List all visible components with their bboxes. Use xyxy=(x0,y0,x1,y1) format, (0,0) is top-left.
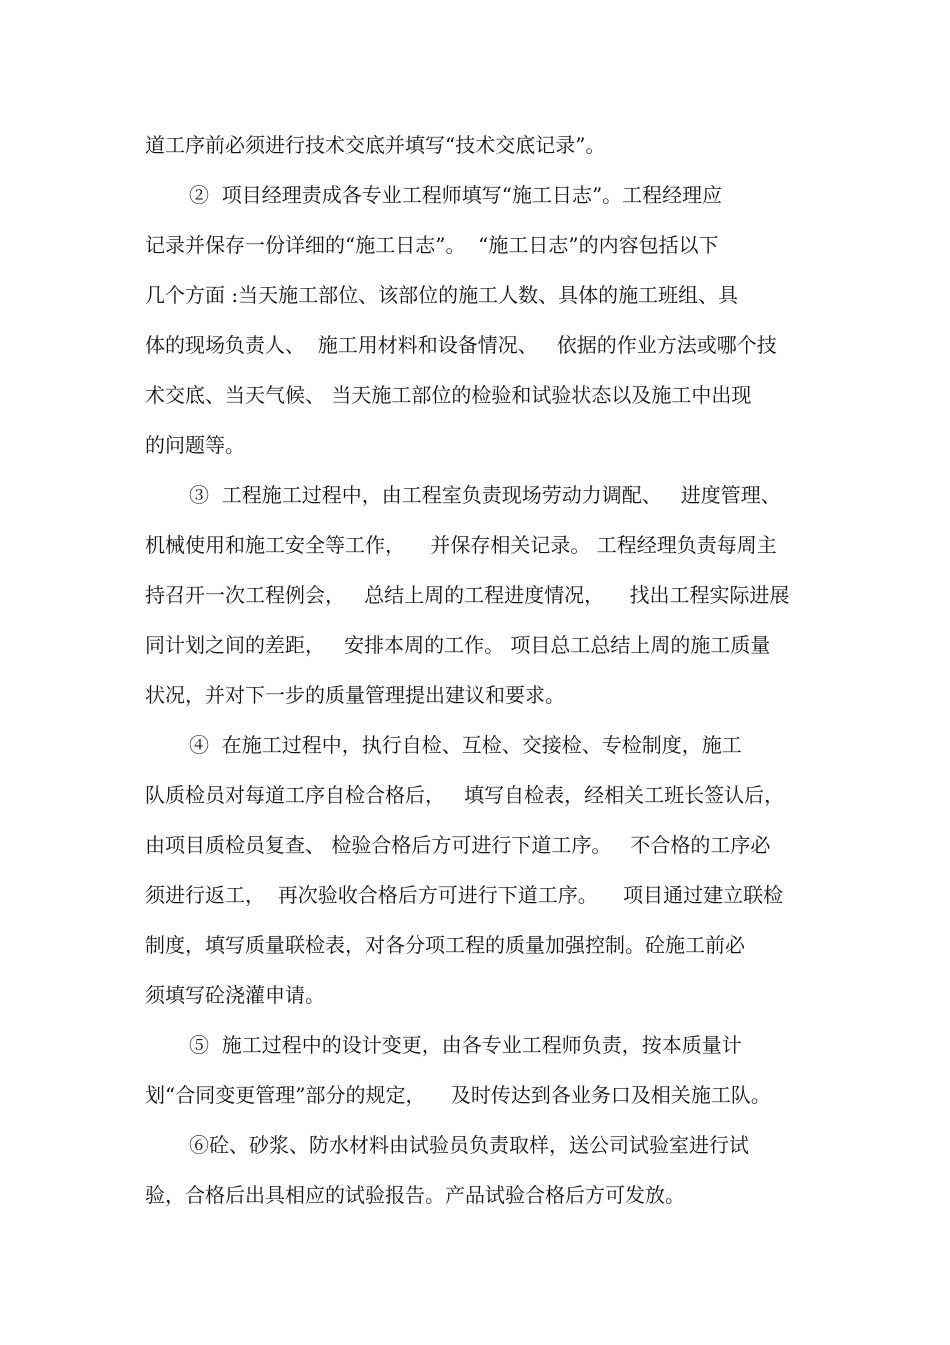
text-line: 术交底、当天气候、 当天施工部位的检验和试验状态以及施工中出现 xyxy=(145,383,752,407)
text-line: 记录并保存一份详细的“施工日志”。 “施工日志”的内容包括以下 xyxy=(145,233,719,257)
text-line: 制度，填写质量联检表，对各分项工程的质量加强控制。砼施工前必 xyxy=(145,933,745,957)
text-line: 状况，并对下一步的质量管理提出建议和要求。 xyxy=(145,683,565,707)
text-line: 机械使用和施工安全等工作， 并保存相关记录。 工程经理负责每周主 xyxy=(145,533,777,557)
text-line: ② 项目经理责成各专业工程师填写“施工日志”。工程经理应 xyxy=(189,183,723,207)
text-line: 体的现场负责人、 施工用材料和设备情况、 依据的作业方法或哪个技 xyxy=(145,333,777,357)
text-line: 须进行返工， 再次验收合格后方可进行下道工序。 项目通过建立联检 xyxy=(145,883,784,907)
text-line: 由项目质检员复查、 检验合格后方可进行下道工序。 不合格的工序必 xyxy=(145,833,771,857)
text-line: 队质检员对每道工序自检合格后， 填写自检表，经相关工班长签认后， xyxy=(145,783,785,807)
text-line: 划“合同变更管理”部分的规定， 及时传达到各业务口及相关施工队。 xyxy=(145,1083,771,1107)
text-line: ⑥砼、砂浆、防水材料由试验员负责取样，送公司试验室进行试 xyxy=(189,1133,749,1157)
text-line: 验，合格后出具相应的试验报告。产品试验合格后方可发放。 xyxy=(145,1183,685,1207)
text-line: 的问题等。 xyxy=(145,433,245,457)
text-line: 持召开一次工程例会， 总结上周的工程进度情况， 找出工程实际进展 xyxy=(145,583,790,607)
text-line: 须填写砼浇灌申请。 xyxy=(145,983,325,1007)
text-line: ③ 工程施工过程中，由工程室负责现场劳动力调配、 进度管理、 xyxy=(189,483,781,507)
document-body xyxy=(145,120,815,1220)
text-line: ④ 在施工过程中，执行自检、互检、交接检、专检制度，施工 xyxy=(189,733,742,757)
text-line: 几个方面 :当天施工部位、该部位的施工人数、具体的施工班组、具 xyxy=(145,283,739,307)
text-line: 道工序前必须进行技术交底并填写“技术交底记录”。 xyxy=(145,133,606,157)
text-line: 同计划之间的差距， 安排本周的工作。 项目总工总结上周的施工质量 xyxy=(145,633,771,657)
text-line: ⑤ 施工过程中的设计变更，由各专业工程师负责，按本质量计 xyxy=(189,1033,742,1057)
